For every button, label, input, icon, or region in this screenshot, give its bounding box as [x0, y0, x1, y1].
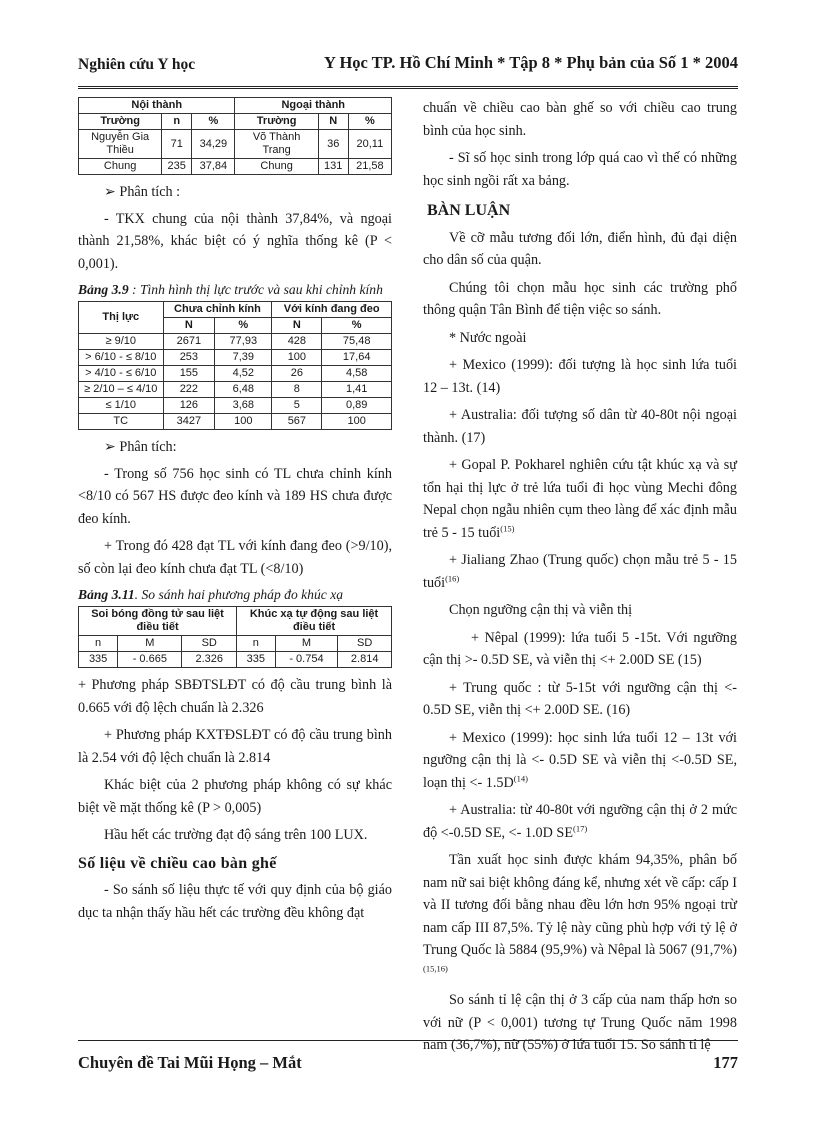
- table-row: [79, 652, 392, 668]
- col-header: N: [272, 318, 322, 334]
- citation: (15,16): [423, 962, 448, 973]
- table-row: [79, 334, 392, 350]
- citation: (14): [513, 772, 528, 783]
- paragraph: - Trong số 756 học sinh có TL chưa chỉnh kính <8/10 có 567 HS được đeo kính và 189 HS chưa được đeo kính.: [78, 465, 392, 527]
- paragraph: + Trong đó 428 đạt TL với kính đang đeo (>9/10), số còn lại đeo kính chưa đạt TL (<8/10): [78, 538, 392, 577]
- table-cell: Nguyễn Gia Thiều: [79, 130, 162, 159]
- citation: (16): [445, 572, 460, 583]
- footer-section: Chuyên đề Tai Mũi Họng – Mắt: [78, 1053, 302, 1072]
- table-cell: 100: [272, 350, 322, 366]
- table-cell: 26: [272, 366, 322, 382]
- paragraph: + Mexico (1999): đối tượng là học sinh lứa tuổi 12 – 13t. (14): [423, 357, 737, 396]
- table-cell: 5: [272, 398, 322, 414]
- right-column: [423, 97, 737, 1062]
- col-header: SD: [182, 636, 237, 652]
- table-cell: 4,58: [322, 366, 392, 382]
- col-header: n: [79, 636, 118, 652]
- table-cell: 6,48: [215, 382, 272, 398]
- col-header: n: [162, 114, 192, 130]
- row-header: Thị lực: [79, 302, 164, 334]
- paragraph: Chúng tôi chọn mẫu học sinh các trường phổ thông quận Tân Bình để tiện việc so sánh.: [423, 279, 737, 318]
- table-cell: 20,11: [348, 130, 391, 159]
- table-cell: 567: [272, 414, 322, 430]
- table-cell: TC: [79, 414, 164, 430]
- paragraph: - Sĩ số học sinh trong lớp quá cao vì thế có những học sinh ngồi rất xa bảng.: [423, 150, 737, 189]
- paragraph: [423, 727, 737, 795]
- group-header: Khúc xạ tự động sau liệt điều tiết: [237, 607, 392, 636]
- caption-text: : Tình hình thị lực trước và sau khi chỉnh kính: [128, 282, 383, 297]
- col-header: N: [318, 114, 348, 130]
- refraction-methods-table: [78, 606, 392, 668]
- table-cell: 428: [272, 334, 322, 350]
- table-cell: 3427: [163, 414, 215, 430]
- table-row: [79, 398, 392, 414]
- journal-section: Nghiên cứu Y học: [78, 56, 196, 73]
- col-header: Trường: [235, 114, 318, 130]
- table-cell: ≥ 2/10 – ≤ 4/10: [79, 382, 164, 398]
- citation: (15): [500, 522, 515, 533]
- discussion-heading: BÀN LUẬN: [427, 202, 511, 219]
- paragraph: + Phương pháp SBĐTSLĐT có độ cầu trung bình là 0.665 với độ lệch chuẩn là 2.326: [78, 677, 392, 716]
- paragraph: [423, 799, 737, 844]
- section-heading: Số liệu về chiều cao bàn ghế: [78, 854, 277, 872]
- table-cell: Võ Thành Trang: [235, 130, 318, 159]
- table-cell: - 0.665: [118, 652, 182, 668]
- caption-text: . So sánh hai phương pháp đo khúc xạ: [134, 587, 344, 602]
- group-header: Chưa chỉnh kính: [163, 302, 272, 318]
- table-row: [79, 130, 392, 159]
- col-header: M: [275, 636, 338, 652]
- col-header: SD: [338, 636, 392, 652]
- table-cell: 155: [163, 366, 215, 382]
- table-cell: 3,68: [215, 398, 272, 414]
- col-header: %: [322, 318, 392, 334]
- paragraph: [423, 849, 737, 984]
- table-cell: 335: [79, 652, 118, 668]
- paragraph-text: + Gopal P. Pokharel nghiên cứu tật khúc xạ và sự tổn hại thị lực ở trẻ lứa tuổi đi học vùng Mechi đông Nepal chọn ngẫu nhiên cụm theo làng để xác định mẫu trẻ 5 - 15 tuổi: [423, 457, 737, 541]
- paragraph-text: + Mexico (1999): học sinh lứa tuổi 12 – 13t với ngưỡng cận thị là <- 0.5D SE và viễn thị <-0.5D SE, loạn thị <- 1.5D: [423, 729, 737, 791]
- paragraph: - TKX chung của nội thành 37,84%, và ngoại thành 21,58%, khác biệt có ý nghĩa thống kê (P < 0,001).: [78, 210, 392, 272]
- footer-rule: [78, 1040, 738, 1041]
- table-row: [79, 159, 392, 175]
- table-row: [79, 350, 392, 366]
- table-cell: 131: [318, 159, 348, 175]
- paragraph-text: + Jialiang Zhao (Trung quốc) chọn mẫu trẻ 5 - 15 tuổi: [423, 552, 737, 591]
- paragraph: + Nêpal (1999): lứa tuổi 5 -15t. Với ngưỡng cận thị >- 0.5D SE, và viễn thị <+ 2.00D SE (15): [423, 629, 737, 668]
- paragraph: * Nước ngoài: [449, 329, 527, 346]
- table-cell: 100: [322, 414, 392, 430]
- col-header: %: [192, 114, 235, 130]
- col-header: M: [118, 636, 182, 652]
- group-header: Soi bóng đồng tử sau liệt điều tiết: [79, 607, 237, 636]
- table-cell: 21,58: [348, 159, 391, 175]
- left-column: [78, 97, 392, 929]
- table-cell: 4,52: [215, 366, 272, 382]
- group-outer-header: Ngoại thành: [235, 98, 392, 114]
- group-header: Với kính đang đeo: [272, 302, 392, 318]
- table-caption: [78, 585, 392, 604]
- paragraph-text: + Australia: từ 40-80t với ngưỡng cận thị ở 2 mức độ <-0.5D SE, <- 1.0D SE: [423, 802, 737, 841]
- table-cell: 1,41: [322, 382, 392, 398]
- table-cell: 2671: [163, 334, 215, 350]
- paragraph: [423, 454, 737, 544]
- col-header: Trường: [79, 114, 162, 130]
- header-rule: [78, 86, 738, 89]
- table-cell: 222: [163, 382, 215, 398]
- col-header: n: [237, 636, 275, 652]
- table-number: Bảng 3.9: [78, 282, 129, 297]
- table-cell: 34,29: [192, 130, 235, 159]
- citation: (17): [573, 822, 588, 833]
- table-cell: 2.814: [338, 652, 392, 668]
- col-header: %: [215, 318, 272, 334]
- table-cell: 77,93: [215, 334, 272, 350]
- paragraph: Khác biệt của 2 phương pháp không có sự khác biệt về mặt thống kê (P > 0,005): [78, 777, 392, 816]
- table-cell: > 4/10 - ≤ 6/10: [79, 366, 164, 382]
- analysis-heading: ➢ Phân tích :: [104, 184, 181, 200]
- analysis-heading: ➢ Phân tích:: [104, 439, 177, 455]
- table-cell: ≥ 9/10: [79, 334, 164, 350]
- schools-table: [78, 97, 392, 175]
- paragraph: Về cỡ mẫu tương đối lớn, điển hình, đủ đại diện cho dân số của quận.: [423, 229, 737, 268]
- col-header: %: [348, 114, 391, 130]
- paragraph: Chọn ngưỡng cận thị và viễn thị: [449, 602, 633, 618]
- journal-title: Y Học TP. Hồ Chí Minh * Tập 8 * Phụ bản của Số 1 * 2004: [324, 53, 738, 72]
- table-cell: 126: [163, 398, 215, 414]
- table-cell: 2.326: [182, 652, 237, 668]
- table-cell: Chung: [79, 159, 162, 175]
- col-header: N: [163, 318, 215, 334]
- table-row: [79, 382, 392, 398]
- paragraph: Hầu hết các trường đạt độ sáng trên 100 LUX.: [104, 827, 368, 843]
- paragraph: + Phương pháp KXTĐSLĐT có độ cầu trung bình là 2.54 với độ lệch chuẩn là 2.814: [78, 727, 392, 766]
- table-cell: Chung: [235, 159, 318, 175]
- paragraph: - So sánh số liệu thực tế với quy định của bộ giáo dục ta nhận thấy hầu hết các trường đều không đạt: [78, 882, 392, 921]
- table-cell: 17,64: [322, 350, 392, 366]
- table-cell: - 0.754: [275, 652, 338, 668]
- paragraph: + Australia: đối tượng số dân từ 40-80t nội ngoại thành. (17): [423, 407, 737, 446]
- paragraph: [423, 549, 737, 594]
- page-number: 177: [713, 1053, 738, 1072]
- table-cell: 0,89: [322, 398, 392, 414]
- table-cell: 335: [237, 652, 275, 668]
- table-cell: 71: [162, 130, 192, 159]
- table-row: [79, 366, 392, 382]
- paragraph: + Trung quốc : từ 5-15t với ngưỡng cận thị <- 0.5D SE, viễn thị <+ 2.00D SE. (16): [423, 679, 737, 718]
- table-cell: 8: [272, 382, 322, 398]
- table-cell: 235: [162, 159, 192, 175]
- table-cell: > 6/10 - ≤ 8/10: [79, 350, 164, 366]
- table-cell: 37,84: [192, 159, 235, 175]
- paragraph-text: Tần xuất học sinh được khám 94,35%, phân bố nam nữ sai biệt không đáng kể, nhưng xét về cấp: cấp I và II tương đối bằng nhau đều lớn hơn 95% ngoại trừ nam cấp III 87,5%. Tỷ lệ này cũng phù hợp với tỷ lệ ở Trung Quốc là 5884 (95,9%) và Nêpal là 5067 (91,7%): [423, 852, 737, 958]
- table-caption: [78, 280, 392, 299]
- paragraph: chuẩn về chiều cao bàn ghế so với chiều cao trung bình của học sinh.: [423, 100, 737, 139]
- table-cell: 75,48: [322, 334, 392, 350]
- table-cell: 36: [318, 130, 348, 159]
- table-cell: ≤ 1/10: [79, 398, 164, 414]
- table-cell: 100: [215, 414, 272, 430]
- table-cell: 253: [163, 350, 215, 366]
- visual-acuity-table: [78, 301, 392, 430]
- table-row: [79, 414, 392, 430]
- group-inner-header: Nội thành: [79, 98, 235, 114]
- table-cell: 7,39: [215, 350, 272, 366]
- paragraph: So sánh tỉ lệ cận thị ở 3 cấp của nam thấp hơn so với nữ (P < 0,001) tương tự Trung Quốc năm 1998 nam (36,7%), nữ (55%) ở lứa tuổi 15. So sánh tỉ lệ: [423, 992, 737, 1053]
- table-number: Bảng 3.11: [78, 587, 135, 602]
